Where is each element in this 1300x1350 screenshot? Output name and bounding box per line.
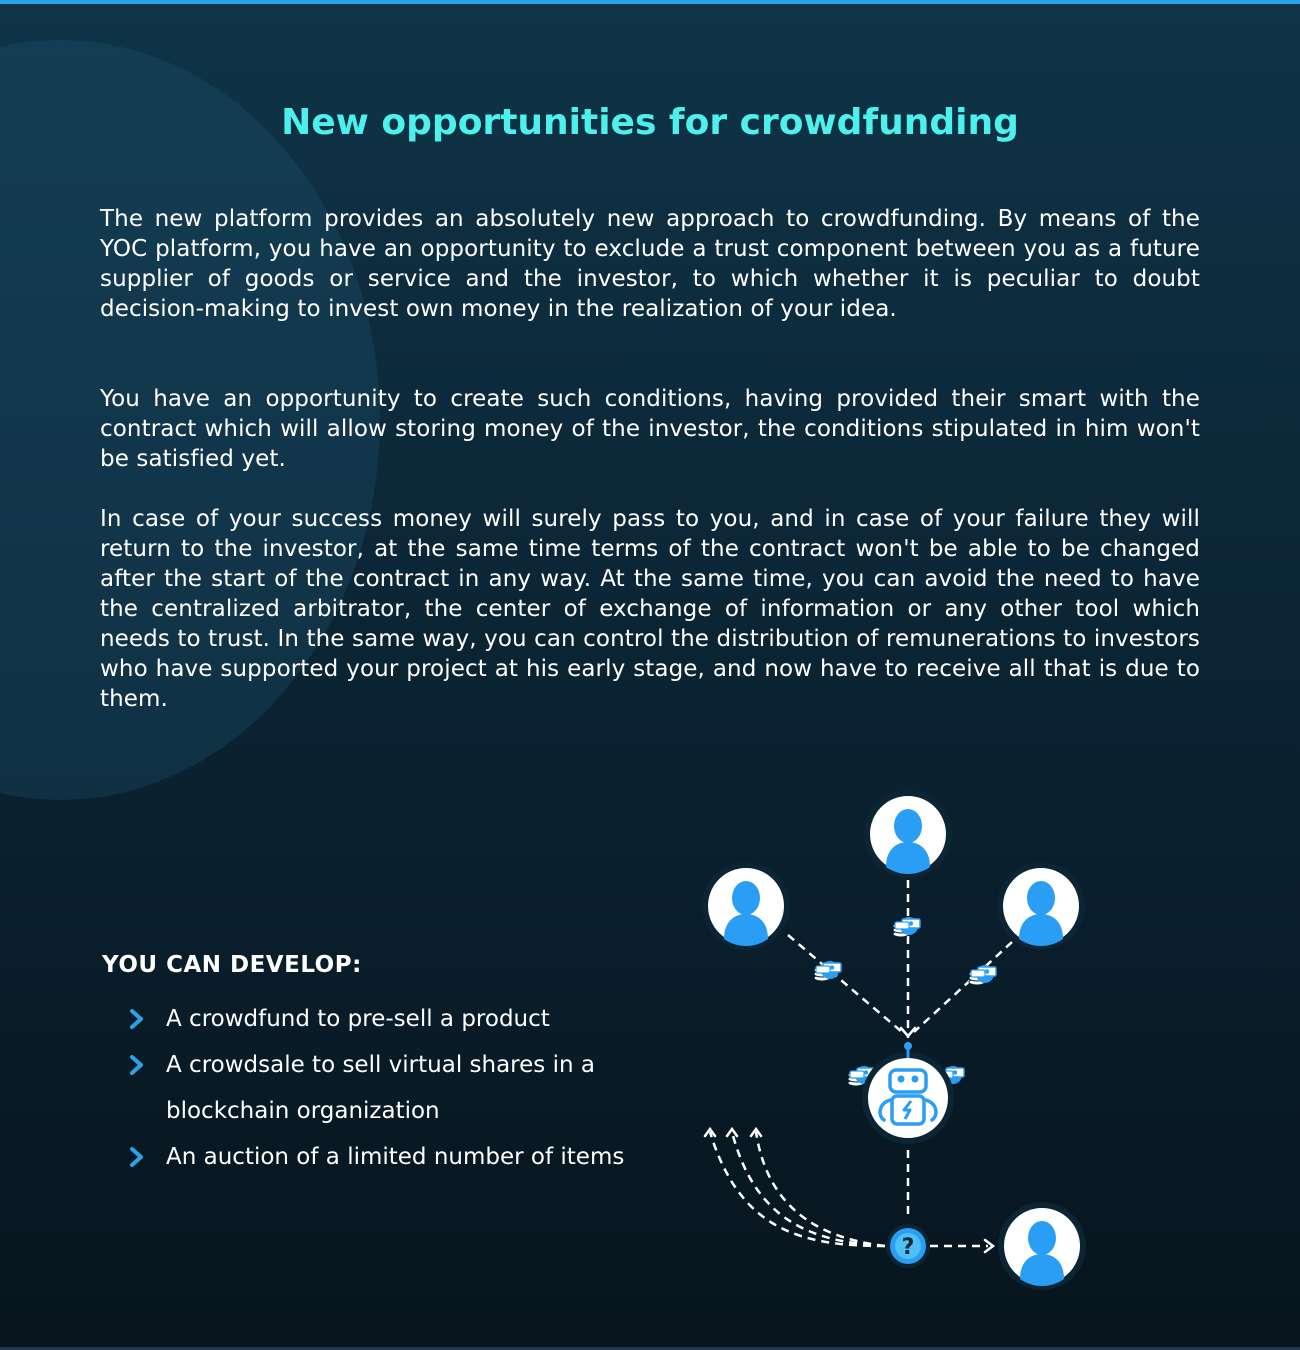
develop-heading: YOU CAN DEVELOP: <box>102 952 362 978</box>
outcome-paragraph: In case of your success money will surely pass to you, and in case of your failure they will return to the investor, at the same time terms of the contract won't be able to be changed after the start of the contract in any way. At the same time, you can avoid the need to have the centralized arbitrator, the center of exchange of information or any other tool which needs to trust. In the same way, you can control the distribution of remunerations to investors who have supported your project at his early stage, and now have to receive all that is due to them. <box>100 506 1200 712</box>
investor-left <box>702 862 790 950</box>
money-stack-icon <box>969 965 996 985</box>
list-item <box>128 1042 688 1134</box>
list-item <box>128 1134 688 1180</box>
intro-paragraph: The new platform provides an absolutely new approach to crowdfunding. By means of the YOC platform, you have an opportunity to exclude a trust component between you as a future supplier of goods or service and the investor, to which whether it is peculiar to doubt decision-making to invest own money in the realization of your idea. <box>100 206 1200 322</box>
smart-contract-diagram <box>690 780 1110 1320</box>
page-title: New opportunities for crowdfunding <box>281 102 1019 143</box>
question-mark: ? <box>901 1235 915 1260</box>
conditions-paragraph: You have an opportunity to create such conditions, having provided their smart with the contract which will allow storing money of the investor, the conditions stipulated in him won't be satisfied yet. <box>100 386 1200 472</box>
question-icon <box>886 1224 930 1268</box>
list-item-label: A crowdsale to sell virtual shares in a blockchain organization <box>166 1052 595 1124</box>
top-accent-bar <box>0 0 1300 4</box>
develop-list <box>128 996 688 1180</box>
list-item-label: A crowdfund to pre-sell a product <box>166 1006 550 1032</box>
project-owner <box>998 1202 1086 1290</box>
list-item <box>128 996 688 1042</box>
chevron-right-icon <box>128 1008 146 1030</box>
chevron-right-icon <box>128 1054 146 1076</box>
arrow-icon <box>705 1028 993 1252</box>
list-item-label: An auction of a limited number of items <box>166 1144 625 1170</box>
money-stack-icon <box>893 917 920 937</box>
chevron-right-icon <box>128 1146 146 1168</box>
robot-icon <box>862 1042 954 1144</box>
investor-top <box>864 790 952 878</box>
money-stack-icon <box>814 961 841 981</box>
investor-right <box>997 862 1085 950</box>
